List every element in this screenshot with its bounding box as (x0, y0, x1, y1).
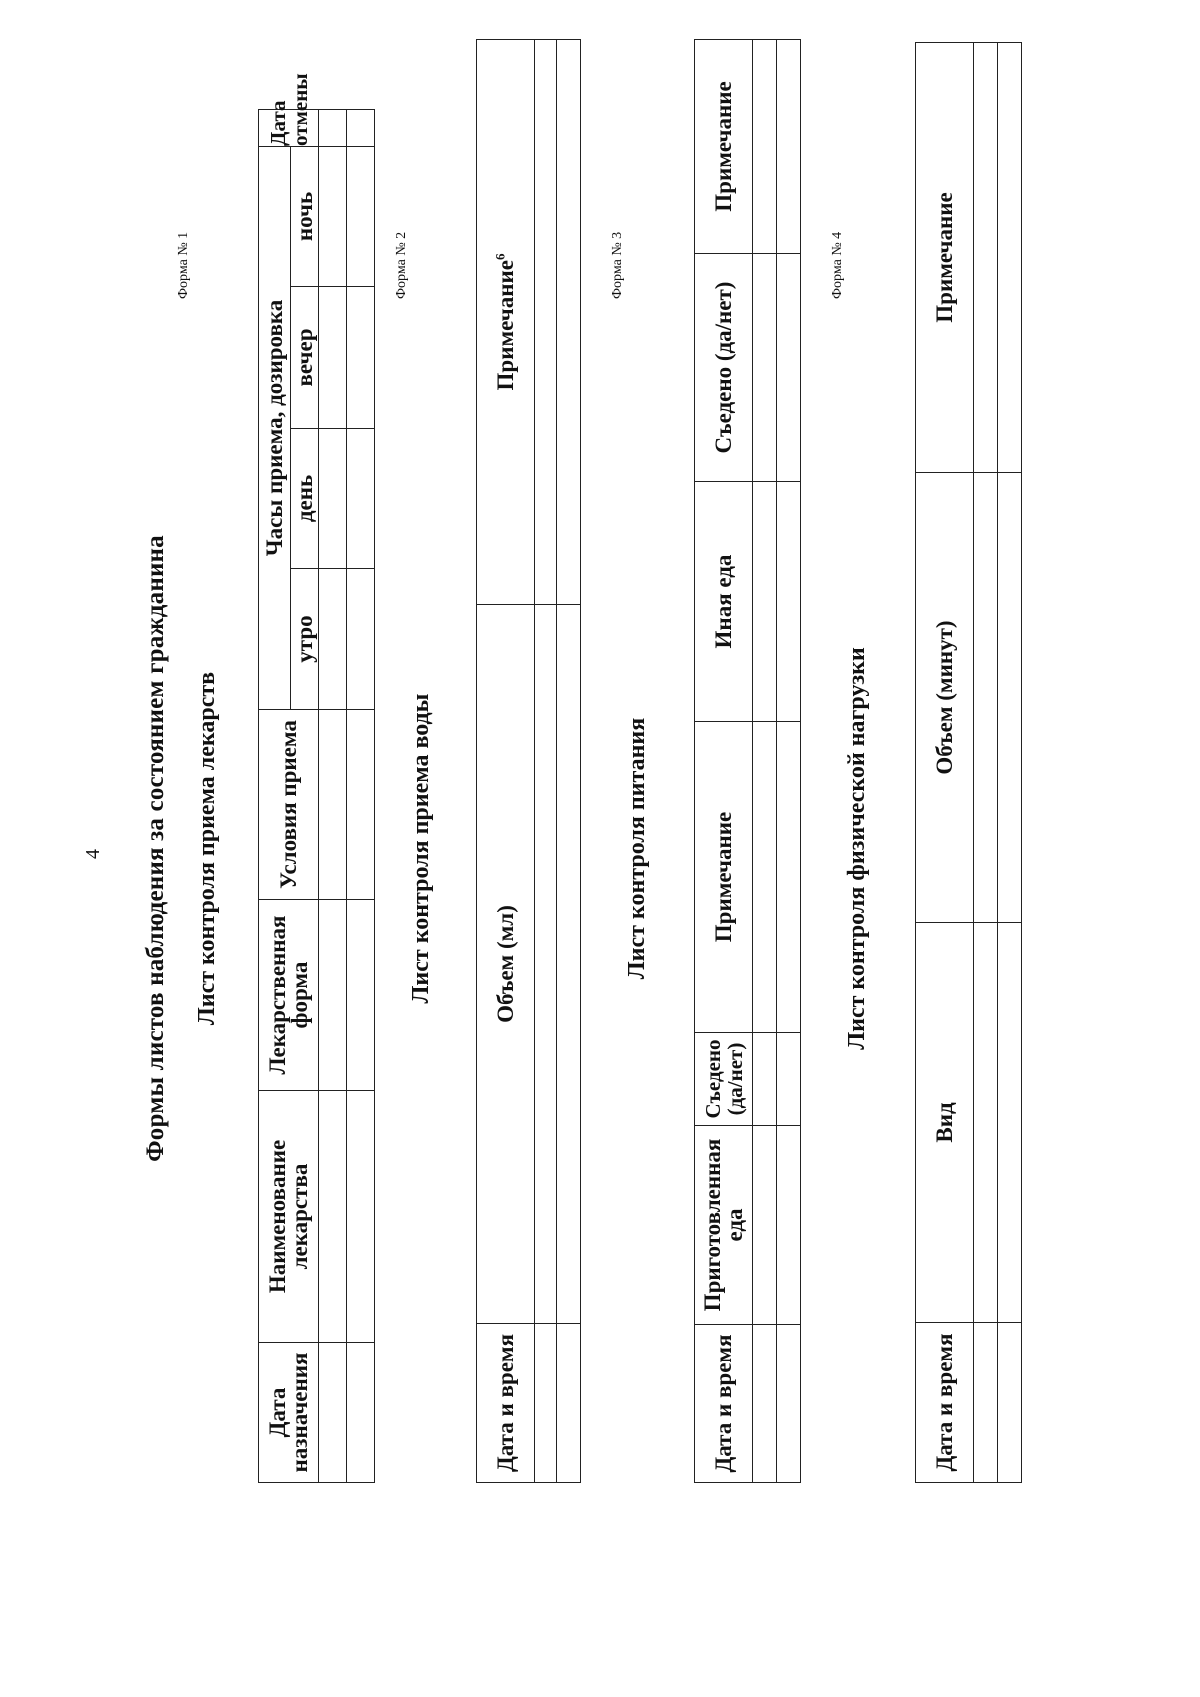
header-date-time: Дата и время (695, 1325, 753, 1483)
header-conditions: Условия приема (259, 710, 319, 900)
header-cancel-date: Дата отмены (259, 109, 319, 146)
header-evening: вечер (291, 287, 319, 429)
header-eaten: Съедено (да/нет) (695, 254, 753, 482)
form-1-title: Лист контроля приема лекарств (194, 671, 220, 1026)
header-cooked-food: Приготовленная еда (695, 1126, 753, 1325)
table-row (974, 43, 998, 1483)
header-kind: Вид (916, 923, 974, 1323)
form-4-label: Форма № 4 (830, 231, 845, 299)
header-note (477, 40, 535, 605)
header-date-time: Дата и время (916, 1323, 974, 1483)
table-row (347, 109, 375, 1482)
header-note: Примечание (695, 722, 753, 1033)
table-row (998, 43, 1022, 1483)
form-3-table (694, 39, 801, 1483)
form-3-label: Форма № 3 (610, 231, 625, 299)
form-4-table (915, 42, 1022, 1483)
table-row (319, 109, 347, 1482)
table-row (557, 40, 581, 1483)
page-number: 4 (82, 849, 104, 859)
header-morning: утро (291, 569, 319, 710)
header-drug-name: Наименование лекарства (259, 1091, 319, 1343)
form-1-table (258, 73, 375, 1483)
document-title: Формы листов наблюдения за состоянием гражданина (142, 535, 169, 1162)
footnote-mark: 6 (491, 253, 507, 261)
table-row (535, 40, 557, 1483)
table-row (753, 40, 777, 1483)
header-note: Примечание (916, 43, 974, 473)
header-date-time: Дата и время (477, 1324, 535, 1483)
header-dosage-form: Лекарственная форма (259, 900, 319, 1091)
form-1-label: Форма № 1 (176, 231, 191, 299)
header-note-text: Примечание (492, 260, 518, 391)
form-2-label: Форма № 2 (394, 231, 409, 299)
header-other-food: Иная еда (695, 482, 753, 722)
header-volume-minutes: Объем (минут) (916, 473, 974, 923)
header-hours-dosage: Часы приема, дозировка (259, 146, 291, 709)
header-volume-ml: Объем (мл) (477, 605, 535, 1324)
header-day: день (291, 429, 319, 569)
header-date-assigned: Дата назначения (259, 1343, 319, 1483)
form-4-title: Лист контроля физической нагрузки (844, 647, 870, 1050)
form-3-title: Лист контроля питания (624, 717, 650, 980)
header-eaten: Съедено (да/нет) (695, 1033, 753, 1126)
form-2-title: Лист контроля приема воды (408, 693, 434, 1004)
form-2-table (476, 39, 581, 1483)
table-row (777, 40, 801, 1483)
header-night: ночь (291, 146, 319, 286)
header-note: Примечание (695, 40, 753, 254)
